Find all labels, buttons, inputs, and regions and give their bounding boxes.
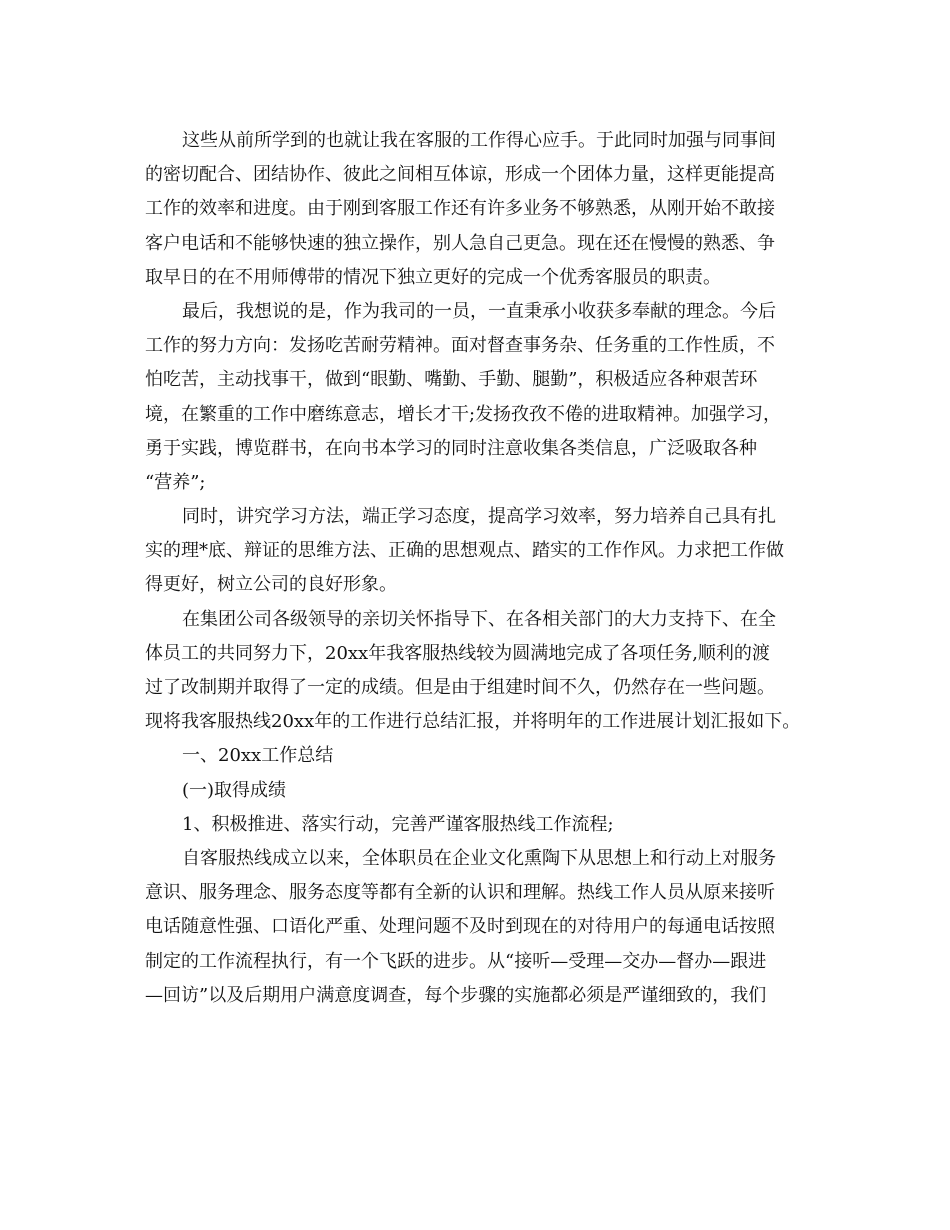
text-line: 的密切配合、团结协作、彼此之间相互体谅，形成一个团体力量，这样更能提高 [145,164,775,186]
text-line: 客户电话和不能够快速的独立操作，别人急自己更急。现在还在慢慢的熟悉、争 [145,232,775,254]
text-line: 体员工的共同努力下，20xx年我客服热线较为圆满地完成了各项任务,顺利的渡 [145,642,770,664]
text-line: “营养”; [145,471,206,493]
text-line: 取早日的在不用师傅带的情况下独立更好的完成一个优秀客服员的职责。 [145,266,721,288]
text-line: 勇于实践，博览群书，在向书本学习的同时注意收集各类信息，广泛吸取各种 [145,437,757,459]
text-line: 工作的努力方向：发扬吃苦耐劳精神。面对督查事务杂、任务重的工作性质，不 [145,335,775,357]
subsection-heading: (一)取得成绩 [182,779,287,801]
text-line: 自客服热线成立以来，全体职员在企业文化熏陶下从思想上和行动上对服务 [182,847,776,869]
text-line: 怕吃苦，主动找事干，做到“眼勤、嘴勤、手勤、腿勤”，积极适应各种艰苦环 [145,369,758,391]
text-line: 意识、服务理念、服务态度等都有全新的认识和理解。热线工作人员从原来接听 [145,882,775,904]
text-line: 境，在繁重的工作中磨练意志，增长才干;发扬孜孜不倦的进取精神。加强学习， [145,403,782,425]
text-line: 实的理*底、辩证的思维方法、正确的思想观点、踏实的工作作风。力求把工作做 [145,540,784,562]
document-body [145,124,835,1013]
text-line: 最后，我想说的是，作为我司的一员，一直秉承小收获多奉献的理念。今后 [182,300,776,322]
text-line: 在集团公司各级领导的亲切关怀指导下、在各相关部门的大力支持下、在全 [182,608,776,630]
text-line: 制定的工作流程执行，有一个飞跃的进步。从“接听—受理—交办—督办—跟进 [145,950,767,972]
section-heading: 一、20xx工作总结 [182,745,334,767]
text-line: 得更好，树立公司的良好形象。 [145,574,397,596]
text-line: 电话随意性强、口语化严重、处理问题不及时到现在的对待用户的每通电话按照 [145,916,775,938]
text-line: 过了改制期并取得了一定的成绩。但是由于组建时间不久，仍然存在一些问题。 [145,677,775,698]
text-line: 现将我客服热线20xx年的工作进行总结汇报，并将明年的工作进展计划汇报如下。 [145,711,801,733]
text-line: 同时，讲究学习方法，端正学习态度，提高学习效率，努力培养自己具有扎 [182,506,776,528]
text-line: 这些从前所学到的也就让我在客服的工作得心应手。于此同时加强与同事间 [182,130,776,151]
text-line: 工作的效率和进度。由于刚到客服工作还有许多业务不够熟悉，从刚开始不敢接 [145,198,775,220]
text-line: —回访”以及后期用户满意度调查，每个步骤的实施都必须是严谨细致的，我们 [145,984,767,1006]
item-heading: 1、积极推进、落实行动，完善严谨客服热线工作流程; [182,813,614,835]
